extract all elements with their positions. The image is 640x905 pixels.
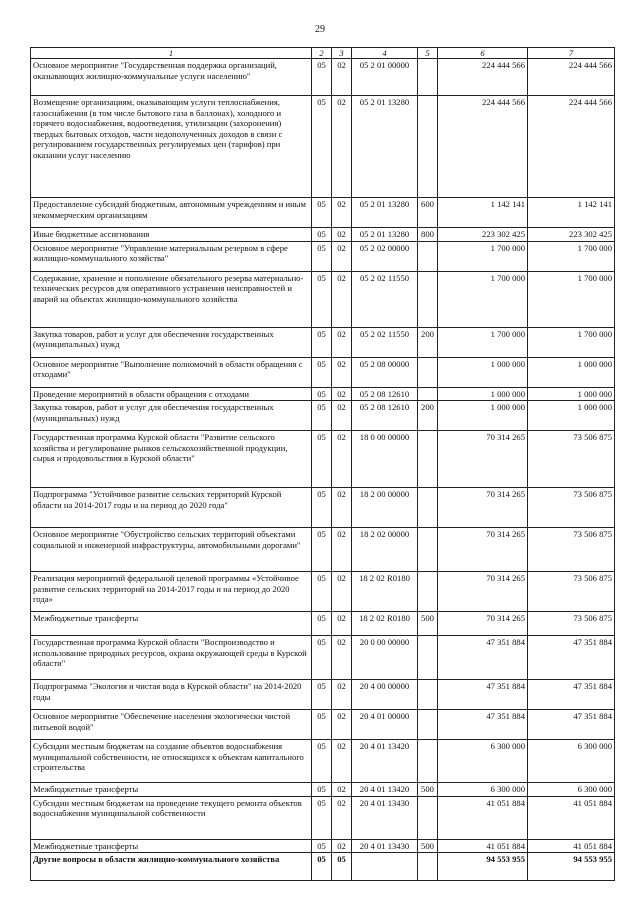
subsection-code-cell: 02	[332, 357, 352, 387]
expense-type-cell: 500	[418, 839, 438, 852]
target-article-cell: 05 2 08 00000	[352, 357, 418, 387]
amount-year2-cell: 1 000 000	[528, 387, 615, 400]
table-row	[31, 401, 615, 431]
subsection-code-cell: 02	[332, 387, 352, 400]
subsection-code-cell: 02	[332, 327, 352, 357]
name-cell: Иные бюджетные ассигнования	[31, 228, 312, 241]
header-cell: 3	[332, 48, 352, 59]
target-article-cell: 20 4 01 13430	[352, 796, 418, 839]
name-cell: Государственная программа Курской области "Развитие сельского хозяйства и регулирование рынков сельскохозяйственной продукции, сырья и продовольствия в Курской области"	[31, 431, 312, 488]
expense-type-cell	[418, 357, 438, 387]
target-article-cell: 05 2 02 00000	[352, 241, 418, 271]
amount-year1-cell: 47 351 884	[438, 680, 528, 710]
table-row	[31, 680, 615, 710]
section-code-cell: 05	[312, 796, 332, 839]
expense-type-cell	[418, 710, 438, 740]
section-code-cell: 05	[312, 96, 332, 198]
budget-table	[30, 47, 615, 881]
amount-year2-cell: 1 000 000	[528, 401, 615, 431]
amount-year2-cell: 1 700 000	[528, 241, 615, 271]
amount-year1-cell: 1 000 000	[438, 401, 528, 431]
subsection-code-cell: 02	[332, 401, 352, 431]
expense-type-cell	[418, 572, 438, 612]
table-row	[31, 710, 615, 740]
amount-year2-cell: 94 553 955	[528, 853, 615, 881]
expense-type-cell	[418, 528, 438, 572]
name-cell: Закупка товаров, работ и услуг для обеспечения государственных (муниципальных) нужд	[31, 327, 312, 357]
target-article-cell: 20 4 01 13430	[352, 839, 418, 852]
expense-type-cell	[418, 488, 438, 528]
name-cell: Основное мероприятие "Управление материальным резервом в сфере жилищно-коммунального хозяйства"	[31, 241, 312, 271]
target-article-cell: 05 2 01 13280	[352, 96, 418, 198]
amount-year2-cell: 73 506 875	[528, 572, 615, 612]
subsection-code-cell: 02	[332, 198, 352, 228]
amount-year1-cell: 47 351 884	[438, 636, 528, 680]
amount-year1-cell: 70 314 265	[438, 488, 528, 528]
target-article-cell: 18 2 02 R0180	[352, 572, 418, 612]
amount-year1-cell: 70 314 265	[438, 528, 528, 572]
amount-year2-cell: 41 051 884	[528, 796, 615, 839]
table-row	[31, 528, 615, 572]
amount-year2-cell: 47 351 884	[528, 680, 615, 710]
section-code-cell: 05	[312, 680, 332, 710]
table-row	[31, 241, 615, 271]
name-cell: Государственная программа Курской области "Воспроизводство и использование природных ресурсов, охрана окружающей среды в Курской области"	[31, 636, 312, 680]
expense-type-cell	[418, 740, 438, 783]
subsection-code-cell: 02	[332, 710, 352, 740]
table-row	[31, 839, 615, 852]
target-article-cell: 20 4 01 13420	[352, 783, 418, 796]
amount-year1-cell: 1 700 000	[438, 241, 528, 271]
subsection-code-cell: 02	[332, 241, 352, 271]
table-row	[31, 327, 615, 357]
amount-year1-cell: 94 553 955	[438, 853, 528, 881]
amount-year2-cell: 6 300 000	[528, 783, 615, 796]
name-cell: Возмещение организациям, оказывающим услуги теплоснабжения, газоснабжения (в том числе бытового газа в баллонах), холодного и горячего водоснабжения, водоотведения, утилизации (захоронения) твердых бытовых отходов, части недополученных доходов в связи с регулированием государственных регулируемых цен (тарифов) при оказании услуг населению	[31, 96, 312, 198]
subsection-code-cell: 02	[332, 59, 352, 96]
section-code-cell: 05	[312, 241, 332, 271]
amount-year1-cell: 1 142 141	[438, 198, 528, 228]
table-row	[31, 796, 615, 839]
amount-year1-cell: 224 444 566	[438, 59, 528, 96]
amount-year1-cell: 223 302 425	[438, 228, 528, 241]
table-row	[31, 198, 615, 228]
table-row	[31, 387, 615, 400]
expense-type-cell	[418, 96, 438, 198]
target-article-cell: 05 2 01 13280	[352, 198, 418, 228]
subsection-code-cell: 02	[332, 431, 352, 488]
header-cell: 5	[418, 48, 438, 59]
amount-year2-cell: 41 051 884	[528, 839, 615, 852]
target-article-cell: 18 0 00 00000	[352, 431, 418, 488]
amount-year1-cell: 6 300 000	[438, 740, 528, 783]
expense-type-cell	[418, 271, 438, 327]
section-code-cell: 05	[312, 488, 332, 528]
amount-year2-cell: 223 302 425	[528, 228, 615, 241]
name-cell: Межбюджетные трансферты	[31, 783, 312, 796]
name-cell: Основное мероприятие "Обустройство сельских территорий объектами социальной и инженерной инфраструктуры, автомобильными дорогами"	[31, 528, 312, 572]
header-cell: 6	[438, 48, 528, 59]
section-code-cell: 05	[312, 740, 332, 783]
amount-year2-cell: 6 300 000	[528, 740, 615, 783]
amount-year1-cell: 70 314 265	[438, 612, 528, 636]
name-cell: Подпрограмма "Устойчивое развитие сельских территорий Курской области на 2014-2017 годы и на период до 2020 года"	[31, 488, 312, 528]
table-row	[31, 59, 615, 96]
amount-year1-cell: 41 051 884	[438, 839, 528, 852]
table-row	[31, 431, 615, 488]
section-code-cell: 05	[312, 271, 332, 327]
amount-year1-cell: 1 000 000	[438, 387, 528, 400]
amount-year2-cell: 224 444 566	[528, 96, 615, 198]
table-row	[31, 96, 615, 198]
subsection-code-cell: 02	[332, 636, 352, 680]
amount-year2-cell: 73 506 875	[528, 431, 615, 488]
amount-year1-cell: 70 314 265	[438, 572, 528, 612]
section-code-cell: 05	[312, 710, 332, 740]
section-code-cell: 05	[312, 636, 332, 680]
target-article-cell: 20 4 01 00000	[352, 710, 418, 740]
amount-year2-cell: 47 351 884	[528, 636, 615, 680]
subsection-code-cell: 02	[332, 783, 352, 796]
section-code-cell: 05	[312, 59, 332, 96]
name-cell: Реализация мероприятий федеральной целевой программы «Устойчивое развитие сельских территорий на 2014-2017 годы и на период до 2020 года»	[31, 572, 312, 612]
target-article-cell: 05 2 02 11550	[352, 327, 418, 357]
header-row	[31, 48, 615, 59]
target-article-cell: 05 2 02 11550	[352, 271, 418, 327]
amount-year2-cell: 73 506 875	[528, 488, 615, 528]
page-number: 29	[315, 24, 325, 35]
section-code-cell: 05	[312, 228, 332, 241]
expense-type-cell	[418, 431, 438, 488]
expense-type-cell	[418, 636, 438, 680]
subsection-code-cell: 02	[332, 528, 352, 572]
table-row	[31, 612, 615, 636]
target-article-cell: 20 4 01 13420	[352, 740, 418, 783]
expense-type-cell: 800	[418, 228, 438, 241]
target-article-cell: 05 2 08 12610	[352, 401, 418, 431]
header-cell: 2	[312, 48, 332, 59]
table-row	[31, 740, 615, 783]
amount-year1-cell: 47 351 884	[438, 710, 528, 740]
section-code-cell: 05	[312, 612, 332, 636]
subsection-code-cell: 02	[332, 96, 352, 198]
subsection-code-cell: 02	[332, 488, 352, 528]
amount-year1-cell: 41 051 884	[438, 796, 528, 839]
section-code-cell: 05	[312, 572, 332, 612]
table-row	[31, 271, 615, 327]
section-code-cell: 05	[312, 198, 332, 228]
target-article-cell: 18 2 02 R0180	[352, 612, 418, 636]
section-code-cell: 05	[312, 528, 332, 572]
expense-type-cell: 200	[418, 327, 438, 357]
amount-year1-cell: 1 700 000	[438, 271, 528, 327]
subsection-code-cell: 02	[332, 740, 352, 783]
expense-type-cell	[418, 241, 438, 271]
table-row	[31, 572, 615, 612]
amount-year2-cell: 73 506 875	[528, 528, 615, 572]
expense-type-cell	[418, 59, 438, 96]
subsection-code-cell: 02	[332, 680, 352, 710]
amount-year2-cell: 224 444 566	[528, 59, 615, 96]
expense-type-cell	[418, 680, 438, 710]
subsection-code-cell: 02	[332, 612, 352, 636]
amount-year2-cell: 1 000 000	[528, 357, 615, 387]
amount-year1-cell: 6 300 000	[438, 783, 528, 796]
target-article-cell: 20 4 00 00000	[352, 680, 418, 710]
table-row	[31, 783, 615, 796]
target-article-cell: 18 2 00 00000	[352, 488, 418, 528]
section-code-cell: 05	[312, 783, 332, 796]
subsection-code-cell: 02	[332, 839, 352, 852]
expense-type-cell	[418, 853, 438, 881]
name-cell: Содержание, хранение и пополнение обязательного резерва материально-технических ресурсов для оперативного устранения неисправностей и аварий на объектах жилищно-коммунального хозяйства	[31, 271, 312, 327]
name-cell: Субсидии местным бюджетам на проведение текущего ремонта объектов водоснабжения муниципальной собственности	[31, 796, 312, 839]
amount-year2-cell: 1 142 141	[528, 198, 615, 228]
target-article-cell	[352, 853, 418, 881]
name-cell: Предоставление субсидий бюджетным, автономным учреждениям и иным некоммерческим организациям	[31, 198, 312, 228]
header-cell: 4	[352, 48, 418, 59]
expense-type-cell	[418, 387, 438, 400]
table-row	[31, 488, 615, 528]
amount-year1-cell: 1 700 000	[438, 327, 528, 357]
amount-year2-cell: 1 700 000	[528, 327, 615, 357]
subsection-code-cell: 02	[332, 796, 352, 839]
name-cell: Межбюджетные трансферты	[31, 839, 312, 852]
subsection-code-cell: 02	[332, 228, 352, 241]
section-code-cell: 05	[312, 387, 332, 400]
name-cell: Проведение мероприятий в области обращения с отходами	[31, 387, 312, 400]
target-article-cell: 05 2 08 12610	[352, 387, 418, 400]
subsection-code-cell: 02	[332, 572, 352, 612]
name-cell: Другие вопросы в области жилищно-коммунального хозяйства	[31, 853, 312, 881]
name-cell: Основное мероприятие "Государственная поддержка организаций, оказывающих жилищно-коммунальные услуги населению"	[31, 59, 312, 96]
expense-type-cell	[418, 796, 438, 839]
section-code-cell: 05	[312, 431, 332, 488]
name-cell: Межбюджетные трансферты	[31, 612, 312, 636]
header-cell: 1	[31, 48, 312, 59]
target-article-cell: 20 0 00 00000	[352, 636, 418, 680]
section-code-cell: 05	[312, 401, 332, 431]
name-cell: Подпрограмма "Экология и чистая вода в Курской области" на 2014-2020 годы	[31, 680, 312, 710]
expense-type-cell: 500	[418, 612, 438, 636]
name-cell: Основное мероприятие "Выполнение полномочий в области обращения с отходами"	[31, 357, 312, 387]
target-article-cell: 18 2 02 00000	[352, 528, 418, 572]
amount-year2-cell: 47 351 884	[528, 710, 615, 740]
subsection-code-cell: 05	[332, 853, 352, 881]
expense-type-cell: 500	[418, 783, 438, 796]
table-row	[31, 228, 615, 241]
section-code-cell: 05	[312, 839, 332, 852]
amount-year2-cell: 73 506 875	[528, 612, 615, 636]
amount-year1-cell: 224 444 566	[438, 96, 528, 198]
target-article-cell: 05 2 01 13280	[352, 228, 418, 241]
expense-type-cell: 200	[418, 401, 438, 431]
name-cell: Основное мероприятие "Обеспечение населения экологически чистой питьевой водой"	[31, 710, 312, 740]
table-row	[31, 636, 615, 680]
subsection-code-cell: 02	[332, 271, 352, 327]
target-article-cell: 05 2 01 00000	[352, 59, 418, 96]
expense-type-cell: 600	[418, 198, 438, 228]
amount-year2-cell: 1 700 000	[528, 271, 615, 327]
header-cell: 7	[528, 48, 615, 59]
section-code-cell: 05	[312, 853, 332, 881]
name-cell: Закупка товаров, работ и услуг для обеспечения государственных (муниципальных) нужд	[31, 401, 312, 431]
section-code-cell: 05	[312, 357, 332, 387]
table-row	[31, 853, 615, 881]
section-code-cell: 05	[312, 327, 332, 357]
amount-year1-cell: 1 000 000	[438, 357, 528, 387]
amount-year1-cell: 70 314 265	[438, 431, 528, 488]
name-cell: Субсидии местным бюджетам на создание объектов водоснабжения муниципальной собственности, не относящихся к объектам капитального строительства	[31, 740, 312, 783]
table-row	[31, 357, 615, 387]
